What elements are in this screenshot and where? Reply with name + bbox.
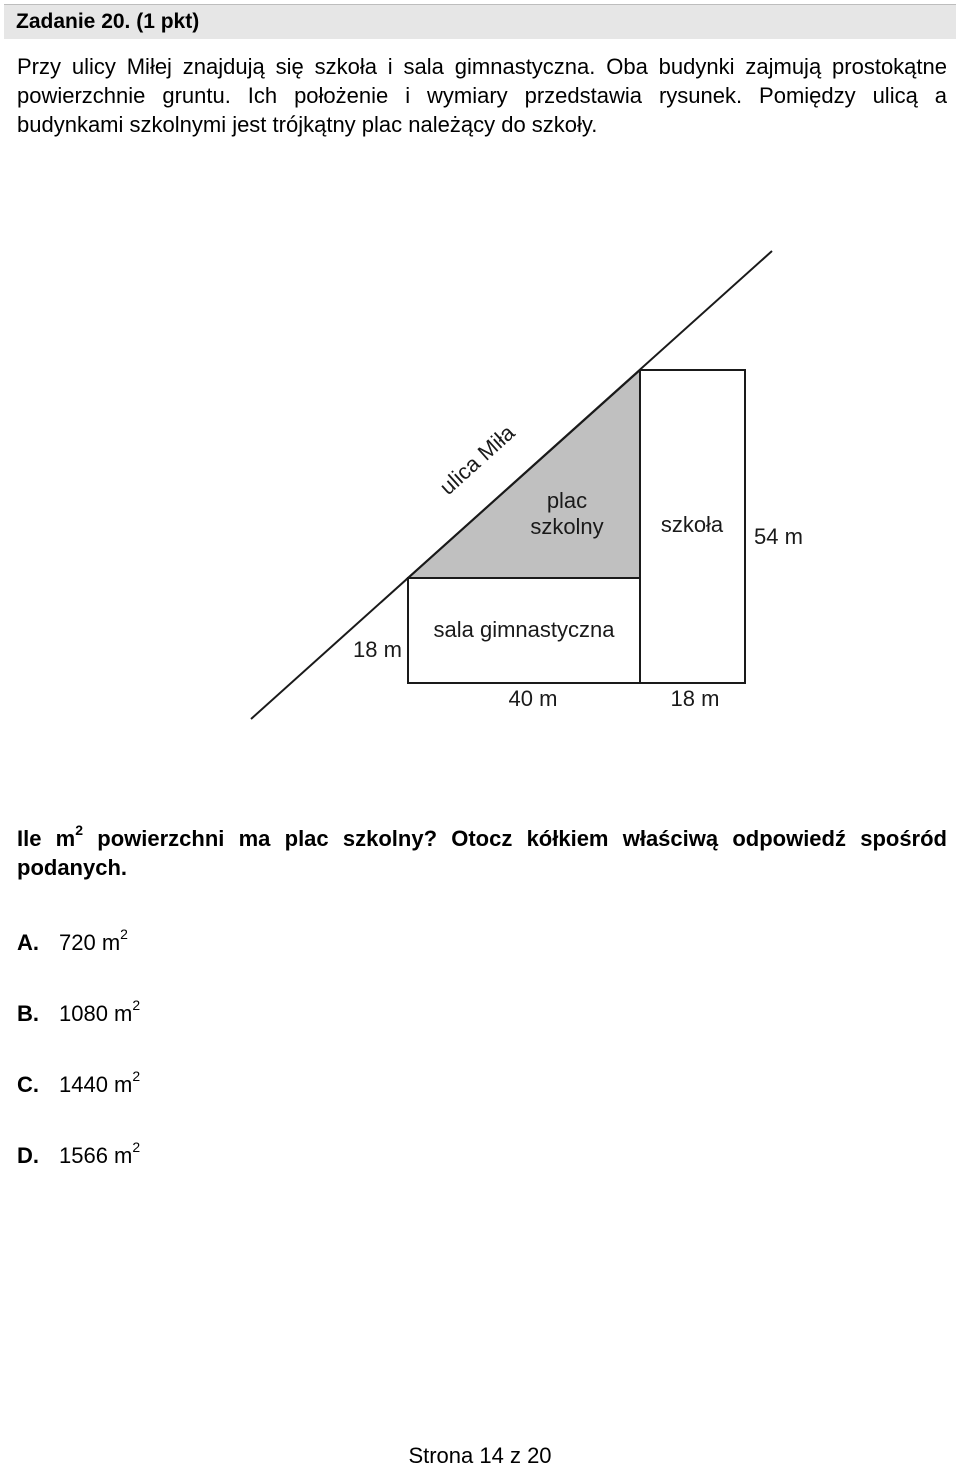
answer-list <box>17 926 140 1210</box>
answer-sup: 2 <box>120 926 128 942</box>
page-footer: Strona 14 z 20 <box>408 1443 552 1468</box>
answer-letter: D. <box>17 1143 39 1168</box>
answer-value: 1440 m <box>59 1072 133 1097</box>
answer-sup: 2 <box>132 997 141 1013</box>
intro-text: Przy ulicy Miłej znajdują się szkoła i sala gimnastyczna. Oba budynki zajmują prostokątne powierzchnie gruntu. Ich położenie i wymiary przedstawia rysunek. Pomiędzy ulicą a budynkami szkolnymi jest trójkątny plac należący do szkoły. <box>17 54 947 137</box>
square-label-line2: szkolny <box>530 514 604 539</box>
answer-letter: B. <box>17 1001 39 1026</box>
answer-sup: 2 <box>132 1068 141 1084</box>
task-title: Zadanie 20. (1 pkt) <box>16 10 200 33</box>
square-label-line1: plac <box>546 488 588 513</box>
answer-b[interactable] <box>17 997 140 1068</box>
school-height-label: 54 m <box>754 524 803 549</box>
school-width-label: 18 m <box>670 686 720 711</box>
question <box>17 816 947 882</box>
answer-letter: C. <box>17 1072 39 1097</box>
school-label: szkoła <box>660 512 724 537</box>
gym-width-label: 40 m <box>508 686 558 711</box>
street-label: ulica Miła <box>434 419 520 500</box>
question-sup: 2 <box>75 822 84 838</box>
answer-a[interactable] <box>17 926 140 997</box>
answer-value: 1566 m <box>59 1143 133 1168</box>
answer-value: 1080 m <box>59 1001 133 1026</box>
answer-c[interactable] <box>17 1068 140 1139</box>
answer-sup: 2 <box>132 1139 141 1155</box>
answer-value: 720 m <box>59 930 121 955</box>
question-text-a: Ile m <box>17 826 76 851</box>
gym-height-label: 18 m <box>353 637 402 662</box>
question-text-b: powierzchni ma plac szkolny? Otocz kółkiem właściwą odpowiedź spośród podanych. <box>17 826 947 880</box>
answer-letter: A. <box>17 930 39 955</box>
gym-label: sala gimnastyczna <box>433 617 615 642</box>
answer-d[interactable] <box>17 1139 140 1210</box>
